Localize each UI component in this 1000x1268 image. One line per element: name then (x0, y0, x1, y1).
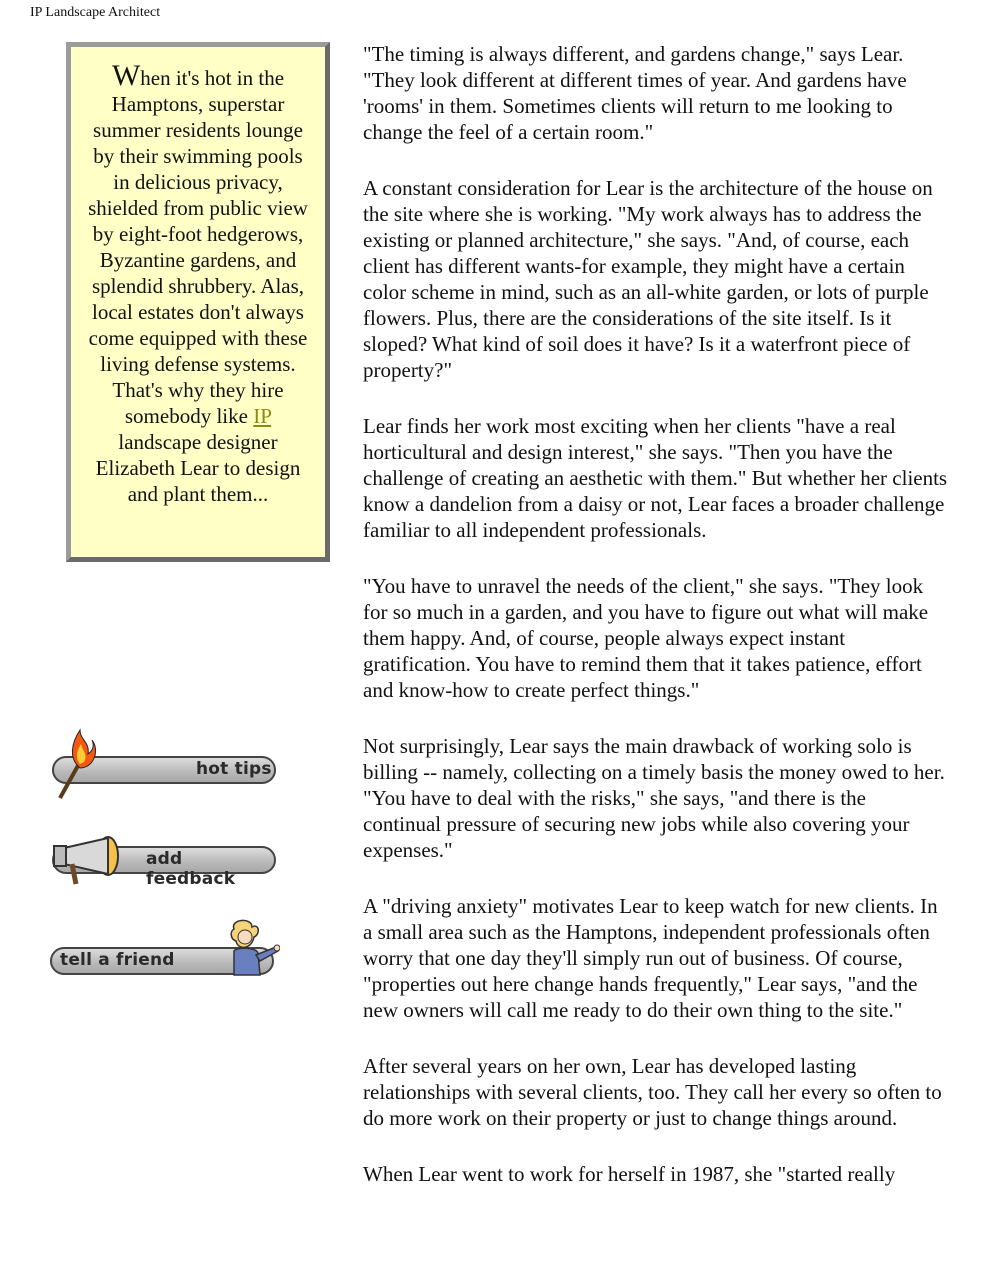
page-header-title: IP Landscape Architect (30, 5, 161, 20)
hot-tips-label: hot tips (196, 759, 272, 779)
intro-callout-box (66, 42, 330, 562)
article-paragraph: "You have to unravel the needs of the client," she says. "They look for so much in a garden, and you have to figure out what will make them happy. And, of course, people always expect instant gratification. You have to remind them that it takes patience, effort and know-how to create perfect things." (363, 574, 929, 702)
article-paragraph: A "driving anxiety" motivates Lear to keep watch for new clients. In a small area such as the Hamptons, independent professionals often worry that one day they'll simply run out of business. Of course, "properties out here change hands frequently," Lear says, "and the new owners will call me ready to do their own thing to the site." (363, 894, 938, 1022)
pointing-person-icon (190, 917, 280, 979)
megaphone-icon (50, 836, 122, 888)
add-feedback-button[interactable] (50, 846, 276, 889)
article-paragraph: "The timing is always different, and gardens change," says Lear. "They look different at different times of year. And gardens have 'rooms' in them. Sometimes clients will return to me looking to change the feel of a certain room." (363, 42, 907, 144)
callout-text: hen it's hot in the Hamptons, superstar summer residents lounge by their swimming pools in delicious privacy, shielded from public view by eight-foot hedgerows, Byzantine gardens, and splendid shrubbery. Alas, local estates don't always come equipped with these living defense systems. That's why they hire somebody like (88, 66, 308, 428)
article-paragraph: After several years on her own, Lear has developed lasting relationships with several clients, too. They call her every so often to do more work on their property or just to change things around. (363, 1054, 942, 1130)
article-paragraph: A constant consideration for Lear is the architecture of the house on the site where she is working. "My work always has to address the existing or planned architecture," she says. "And, of course, each client has different wants-for example, they might have a certain color scheme in mind, such as an all-white garden, or lots of purple flowers. Plus, there are the considerations of the site itself. Is it sloped? What kind of soil does it have? Is it a waterfront piece of property?" (363, 176, 933, 382)
ip-link[interactable]: IP (253, 404, 272, 428)
tell-a-friend-label: tell a friend (60, 950, 175, 970)
drop-cap: W (111, 59, 141, 92)
callout-text-end: landscape designer Elizabeth Lear to design and plant them... (95, 430, 301, 506)
match-flame-icon (50, 728, 98, 802)
hot-tips-button[interactable] (50, 756, 276, 788)
article-paragraph: When Lear went to work for herself in 1987, she "started really (363, 1162, 896, 1186)
article-paragraph: Lear finds her work most exciting when her clients "have a real horticultural and design interest," she says. "Then you have the challenge of creating an aesthetic with them." But whether her clients know a dandelion from a daisy or not, Lear faces a broader challenge familiar to all independent professionals. (363, 414, 948, 542)
tell-a-friend-button[interactable] (50, 947, 276, 979)
article-body (363, 41, 948, 1217)
article-paragraph: Not surprisingly, Lear says the main drawback of working solo is billing -- namely, collecting on a timely basis the money owed to her. "You have to deal with the risks," she says, "and there is the continual pressure of securing new jobs while also covering your expenses." (363, 734, 945, 862)
add-feedback-label: add feedback (146, 849, 236, 889)
